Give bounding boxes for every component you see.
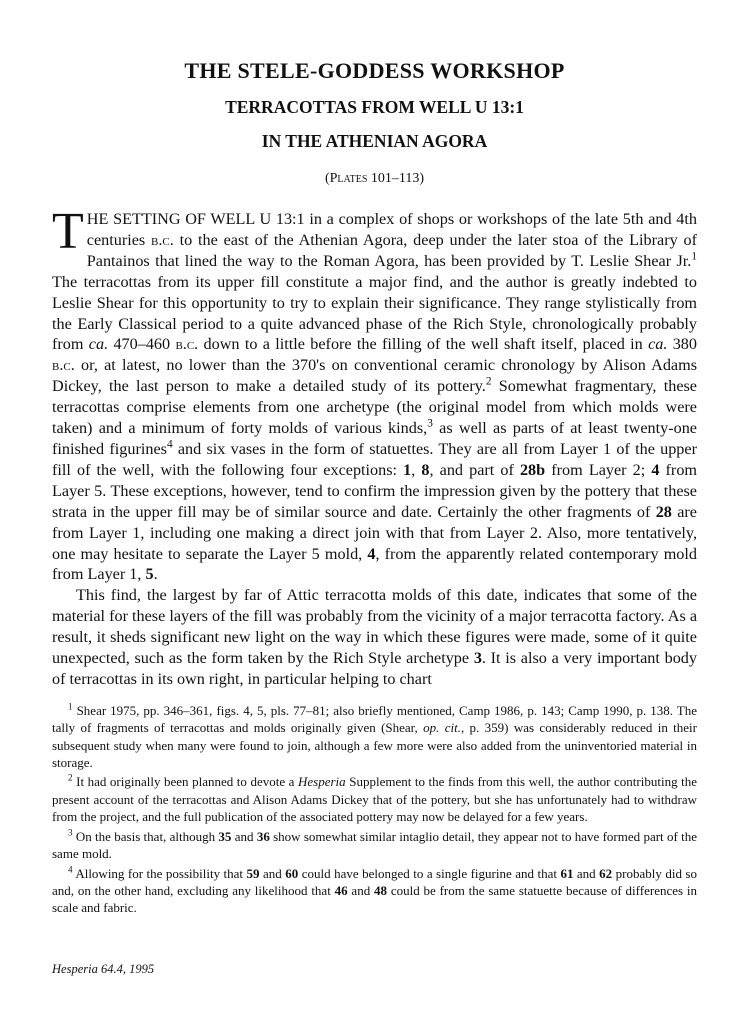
text-run: , xyxy=(411,460,422,479)
text-run: could be from the same statuette because of differences in scale and fabric. xyxy=(52,882,697,916)
footnote-2 xyxy=(52,773,697,825)
text-run: could have belonged to a single figurine and that xyxy=(298,865,561,881)
circa-abbr: ca. xyxy=(88,335,109,354)
text-run: from Layer 2; xyxy=(545,460,652,479)
era-abbr: b.c. xyxy=(175,335,199,354)
catalog-number: 28 xyxy=(655,502,672,521)
catalog-number: 8 xyxy=(421,460,430,479)
footnote-number: 4 xyxy=(68,864,73,875)
footnote-ref-3[interactable]: 3 xyxy=(427,417,433,430)
catalog-number: 36 xyxy=(256,828,270,844)
text-run: This find, the largest by far of Attic terracotta molds of this date, indicates that some of the material for these layers of the fill was probably from the vicinity of a major terracotta factory. As a result, it sheds significant new light on the way in which these figures were made, some of it quite unexpected, such as the form taken by the Rich Style archetype xyxy=(52,586,697,668)
text-run: , from the apparently related contemporary mold from Layer 1, xyxy=(52,544,697,584)
catalog-number: 1 xyxy=(403,460,412,479)
footnote-number: 1 xyxy=(68,701,73,712)
text-run: and six vases in the form of statuettes. They are all from Layer 1 of the upper fill of the well, with the following four exceptions: xyxy=(52,439,697,479)
text-run: and xyxy=(573,865,600,881)
text-run: to the east of the Athenian Agora, deep under the later stoa of the Library of Pantainos that lined the way to the Roman Agora, has been provided by T. Leslie Shear Jr. xyxy=(86,230,697,270)
catalog-number: 59 xyxy=(246,865,260,881)
catalog-number: 60 xyxy=(285,865,299,881)
footnotes xyxy=(52,702,697,917)
footnote-number: 2 xyxy=(68,773,73,784)
paragraph-2 xyxy=(52,585,697,690)
text-run: Somewhat fragmentary, these terracottas comprise elements from one archetype (the original model from which molds were taken) and a minimum of forty molds of various kinds, xyxy=(52,377,697,438)
catalog-number: 28b xyxy=(519,460,546,479)
text-run: from Layer 5. These exceptions, however, tend to confirm the impression given by the pottery that these strata in the upper fill may be of similar source and date. Certainly the other fragments of xyxy=(52,460,698,521)
text-run: and xyxy=(347,882,375,898)
italic-term: op. cit. xyxy=(423,720,461,736)
text-run: . It is also a very important body of terracottas in its own right, in particular helping to chart xyxy=(52,649,697,688)
circa-abbr: ca. xyxy=(648,335,668,354)
footnote-4 xyxy=(52,865,697,917)
catalog-number: 62 xyxy=(599,865,613,881)
article-title: THE STELE-GODDESS WORKSHOP xyxy=(184,58,565,83)
era-abbr: b.c. xyxy=(151,230,174,249)
text-run: show somewhat similar intaglio detail, they appear not to have formed part of the same mold. xyxy=(52,828,697,862)
text-run: Shear 1975, pp. 346–361, figs. 4, 5, pls. 77–81; also briefly mentioned, Camp 1986, p. 143; Camp 1990, p. 138. The tally of fragments of terracottas and molds originally given (Shear, xyxy=(52,702,698,736)
text-run: 380 xyxy=(667,335,697,354)
text-run: down to a little before the filling of the well shaft itself, placed in xyxy=(198,335,649,354)
catalog-number: 4 xyxy=(367,544,376,563)
paragraph-1 xyxy=(52,203,698,585)
text-run: The terracottas from its upper fill constitute a major find, and the author is greatly indebted to Leslie Shear for this opportunity to try to explain their significance. They range stylistically from the Early Classical period to a quite advanced phase of the Rich Style, chronologically probably from xyxy=(52,272,697,354)
article-body xyxy=(52,203,698,690)
footnote-3 xyxy=(52,828,697,863)
page-content xyxy=(52,58,697,917)
text-run: are from Layer 1, including one making a direct join with that from Layer 2. Also, more tentatively, one may hesitate to separate the Layer 5 mold, xyxy=(52,502,697,563)
footnote-ref-4[interactable]: 4 xyxy=(166,438,173,451)
journal-citation: Hesperia 64.4, 1995 xyxy=(52,962,155,976)
text-run: Allowing for the possibility that xyxy=(75,865,247,881)
text-run: as well as parts of at least twenty-one finished figurines xyxy=(52,419,697,458)
text-run: HE SETTING OF WELL U 13:1 in a complex of shops or workshops of the late 5th and 4th centuries xyxy=(86,210,697,249)
text-run: or, at latest, no lower than the 370's on conventional ceramic chronology by Alison Adams Dickey, the last person to make a detailed study of its pottery. xyxy=(52,356,697,396)
text-run: , p. 359) was considerably reduced in their subsequent study when many were found to join, although a few more were also added from the uninventoried material in storage. xyxy=(52,720,697,771)
era-abbr: b.c. xyxy=(52,356,75,375)
footnote-number: 3 xyxy=(68,827,73,838)
text-run: . xyxy=(153,565,158,584)
text-run: and xyxy=(259,865,286,881)
text-run: On the basis that, although xyxy=(75,828,219,844)
catalog-number: 48 xyxy=(374,882,388,898)
catalog-number: 5 xyxy=(145,565,154,584)
text-run: , and part of xyxy=(429,460,520,479)
footnote-ref-2[interactable]: 2 xyxy=(485,375,492,388)
text-run: 470–460 xyxy=(108,335,176,354)
article-subtitle-1: TERRACOTTAS FROM WELL U 13:1 xyxy=(225,97,524,117)
catalog-number: 4 xyxy=(651,460,660,479)
catalog-number: 3 xyxy=(473,649,482,668)
text-run: It had originally been planned to devote a xyxy=(76,774,298,790)
text-run: probably did so and, on the other hand, excluding any likelihood that xyxy=(52,865,697,898)
drop-cap: T xyxy=(52,203,84,260)
text-run: and xyxy=(231,828,257,844)
catalog-number: 61 xyxy=(560,865,574,881)
italic-term: Hesperia xyxy=(298,774,346,790)
plates-reference: (Plates 101–113) xyxy=(324,171,425,186)
catalog-number: 35 xyxy=(218,828,232,844)
text-run: Supplement to the finds from this well, the author contributing the present account of the terracottas and Alison Adams Dickey that of the pottery, but she has unfortunately had to withdraw from the project, and the full publication of the associated pottery may now be delayed for a few years. xyxy=(52,774,698,825)
catalog-number: 46 xyxy=(334,882,348,898)
footnote-1 xyxy=(52,702,697,772)
article-subtitle-2: IN THE ATHENIAN AGORA xyxy=(261,131,488,151)
footnote-ref-1[interactable]: 1 xyxy=(691,250,697,263)
